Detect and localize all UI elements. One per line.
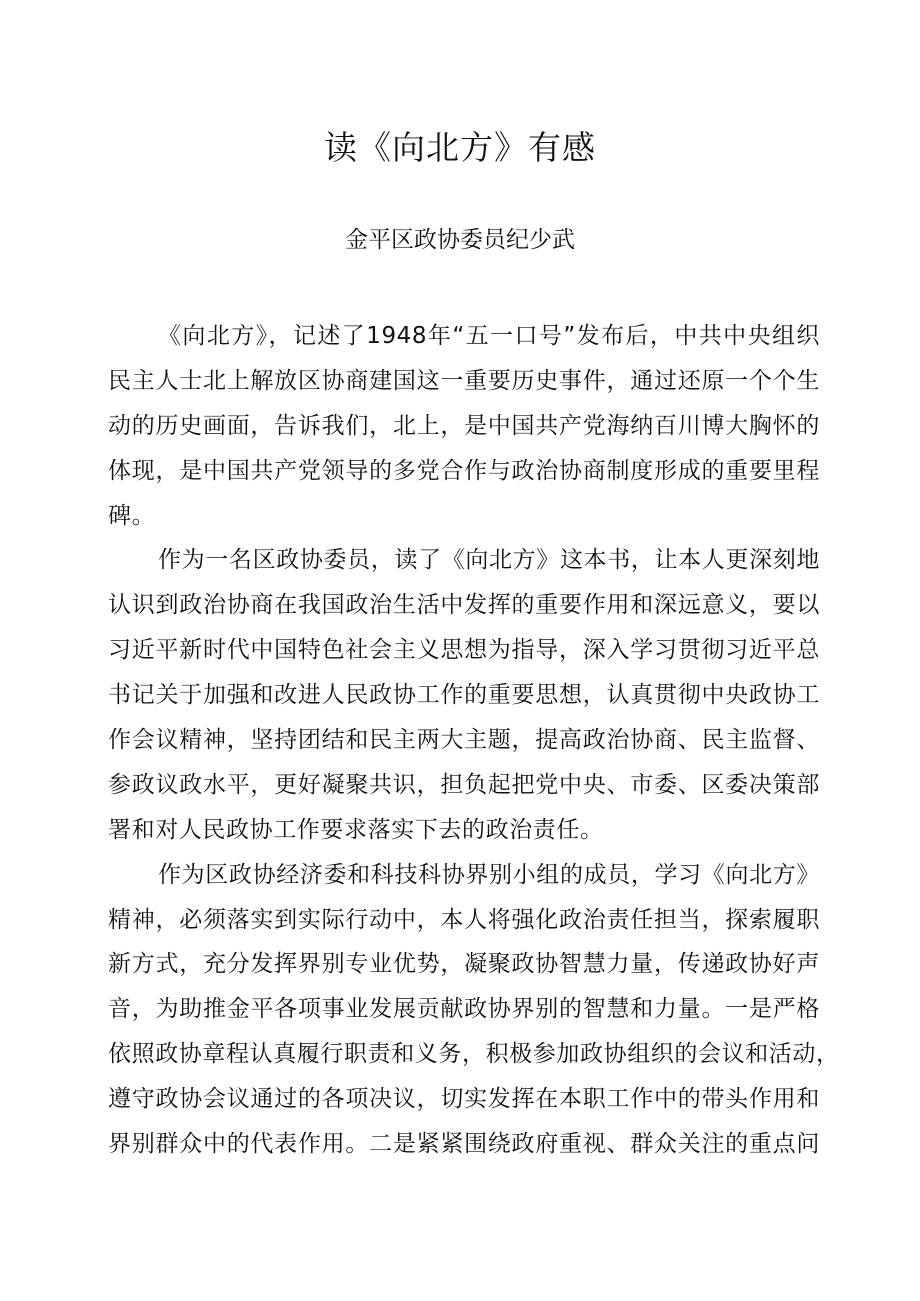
document-body (108, 314, 840, 1167)
text-line: 碑。 (108, 502, 156, 529)
text-line: 书记关于加强和改进人民政协工作的重要思想，认真贯彻中央政协工 (108, 682, 820, 709)
text-line: 民主人士北上解放区协商建国这一重要历史事件，通过还原一个个生 (108, 367, 820, 394)
document-author: 金平区政协委员纪少武 (345, 227, 575, 253)
text-line: 新方式，充分发挥界别专业优势，凝聚政协智慧力量，传递政协好声 (108, 951, 820, 978)
text-line: 认识到政治协商在我国政治生活中发挥的重要作用和深远意义，要以 (108, 592, 820, 619)
text-line: 依照政协章程认真履行职责和义务，积极参加政协组织的会议和活动， (108, 1041, 840, 1068)
text-line: 体现，是中国共产党领导的多党合作与政治协商制度形成的重要里程 (108, 457, 820, 484)
text-line: 精神，必须落实到实际行动中，本人将强化政治责任担当，探索履职 (108, 906, 820, 933)
text-line: 音，为助推金平各项事业发展贡献政协界别的智慧和力量。一是严格 (108, 996, 820, 1023)
text-line: 署和对人民政协工作要求落实下去的政治责任。 (108, 816, 604, 843)
text-line: 参政议政水平，更好凝聚共识，担负起把党中央、市委、区委决策部 (108, 771, 820, 798)
text-line: 《向北方》，记述了1948年“五一口号”发布后，中共中央组织 (158, 323, 820, 349)
text-line: 习近平新时代中国特色社会主义思想为指导，深入学习贯彻习近平总 (108, 637, 820, 664)
text-line: 界别群众中的代表作用。二是紧紧围绕政府重视、群众关注的重点问 (108, 1131, 820, 1158)
text-line: 作为区政协经济委和科技科协界别小组的成员，学习《向北方》 (158, 861, 820, 888)
text-line: 作会议精神，坚持团结和民主两大主题，提高政治协商、民主监督、 (108, 727, 820, 754)
document-title: 读《向北方》有感 (324, 128, 596, 167)
text-line: 动的历史画面，告诉我们，北上，是中国共产党海纳百川博大胸怀的 (108, 412, 820, 439)
text-line: 遵守政协会议通过的各项决议，切实发挥在本职工作中的带头作用和 (108, 1086, 820, 1113)
text-line: 作为一名区政协委员，读了《向北方》这本书，让本人更深刻地 (158, 547, 820, 574)
